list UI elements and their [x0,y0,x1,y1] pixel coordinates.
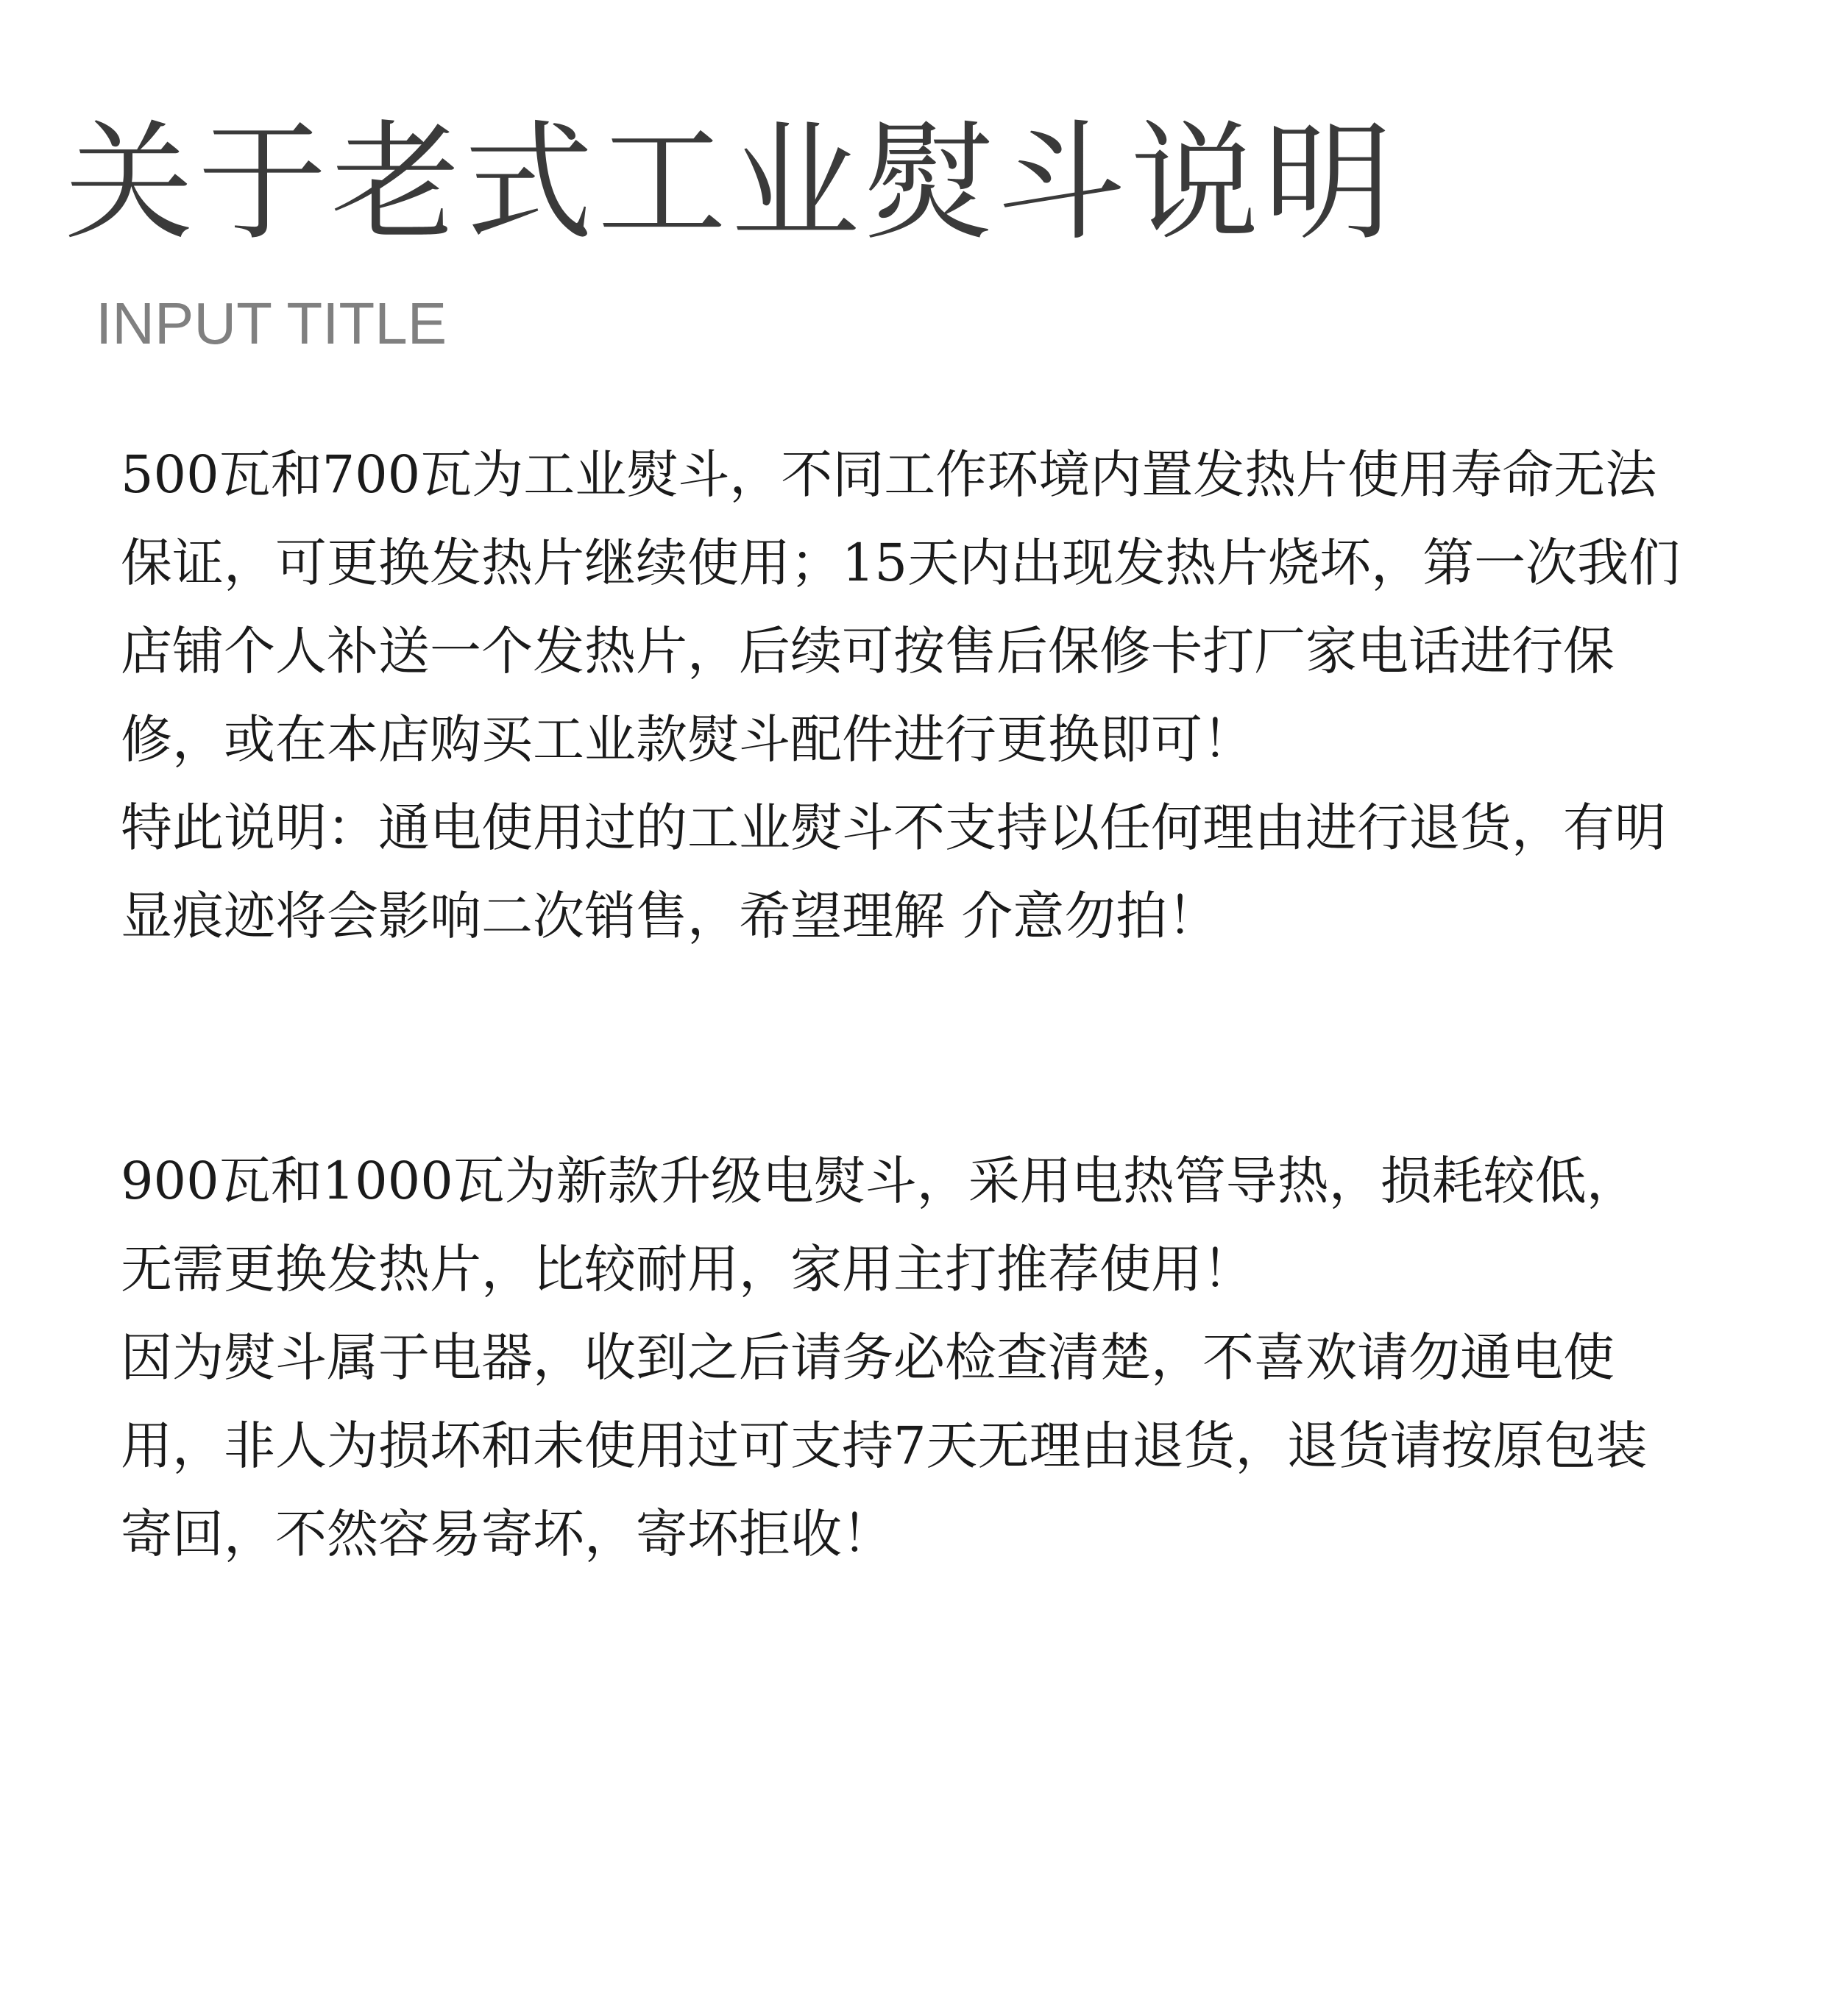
page-subtitle: INPUT TITLE [96,291,447,356]
notice-paragraph: 500瓦和700瓦为工业熨斗，不同工作环境内置发热片使用寿命无法保证，可更换发热片继续使用；15天内出现发热片烧坏，第一次我们店铺个人补送一个发热片，后续可按售后保修卡打厂家电话进行保修，或在本店购买工业款熨斗配件进行更换即可！ [121,444,1681,770]
upgraded-iron-notice [121,1137,1688,1578]
notice-paragraph: 900瓦和1000瓦为新款升级电熨斗，采用电热管导热，损耗较低，无需更换发热片，比较耐用，家用主打推荐使用！ [121,1151,1638,1299]
notice-paragraph: 特此说明：通电使用过的工业熨斗不支持以任何理由进行退货，有明显痕迹将会影响二次销售，希望理解 介意勿拍！ [121,798,1666,946]
notice-paragraph: 因为熨斗属于电器，收到之后请务必检查清楚，不喜欢请勿通电使用，非人为损坏和未使用过可支持7天无理由退货，退货请按原包装寄回，不然容易寄坏，寄坏拒收！ [121,1327,1648,1564]
page-title: 关于老式工业熨斗说明 [65,109,1397,258]
industrial-iron-notice [121,430,1688,960]
